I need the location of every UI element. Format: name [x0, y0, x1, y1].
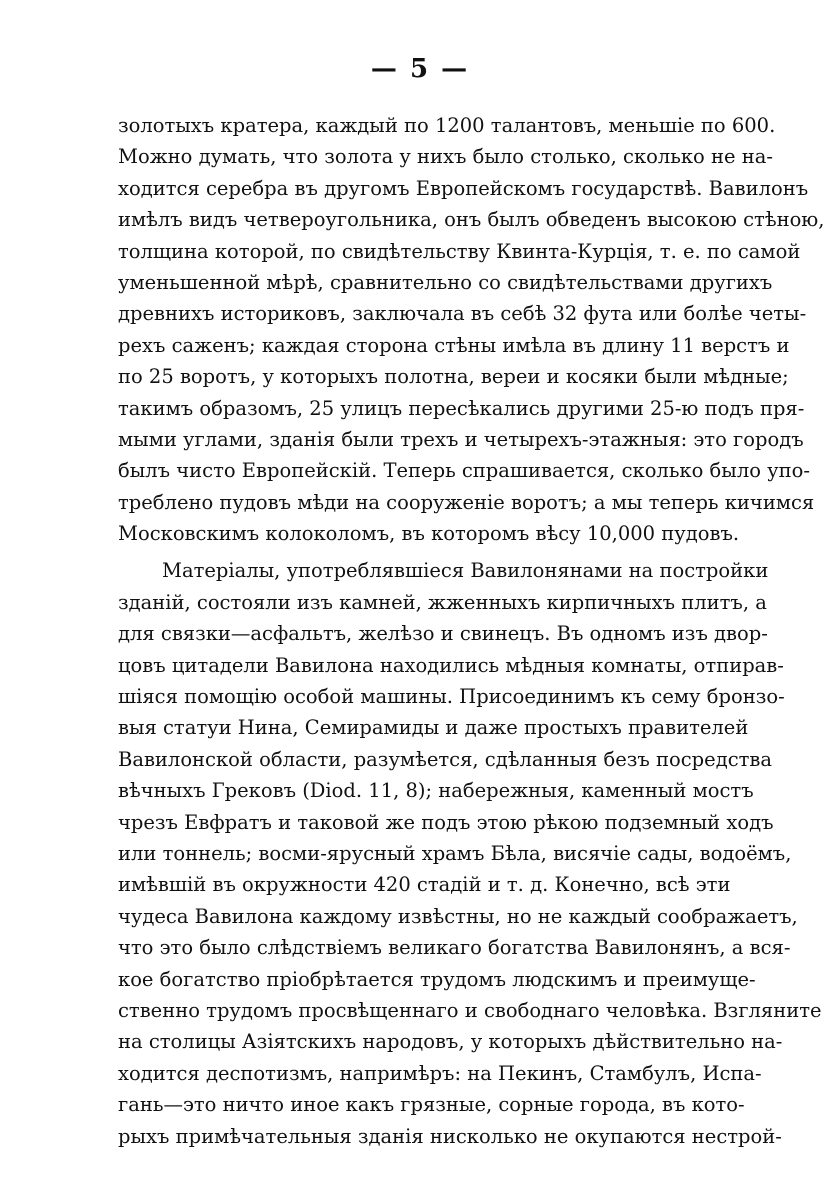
- page-number: — 5 —: [370, 54, 470, 84]
- text-line: гань—это ничто иное какъ грязные, сорные города, въ кото-: [118, 1093, 745, 1117]
- text-line: Вавилонской области, разумѣется, сдѣланныя безъ посредства: [118, 747, 773, 771]
- text-line: ственно трудомъ просвѣщеннаго и свободнаго человѣка. Взгляните: [118, 998, 822, 1022]
- text-line: былъ чисто Европейскій. Теперь спрашивается, сколько было упо-: [118, 459, 810, 483]
- text-line: цовъ цитадели Вавилона находились мѣдныя комнаты, отпирав-: [118, 653, 784, 677]
- text-line: вѣчныхъ Грековъ (Diod. 11, 8); набережныя, каменный мостъ: [118, 779, 754, 803]
- paragraph-1: [118, 110, 825, 549]
- text-line: шіяся помощію особой машины. Присоединимъ къ сему бронзо-: [118, 685, 785, 709]
- text-line: мыми углами, зданія были трехъ и четырехъ-этажныя: это городъ: [118, 427, 804, 451]
- body-text: [118, 110, 825, 1152]
- text-line: выя статуи Нина, Семирамиды и даже простыхъ правителей: [118, 716, 749, 740]
- text-line: по 25 воротъ, у которыхъ полотна, вереи и косяки были мѣдные;: [118, 365, 789, 389]
- text-line: такимъ образомъ, 25 улицъ пересѣкались другими 25-ю подъ пря-: [118, 396, 805, 420]
- text-line: толщина которой, по свидѣтельству Квинта-Курція, т. е. по самой: [118, 239, 801, 263]
- text-line: древнихъ историковъ, заключала въ себѣ 32 фута или болѣе четы-: [118, 302, 807, 326]
- text-line: Московскимъ колоколомъ, въ которомъ вѣсу 10,000 пудовъ.: [118, 522, 740, 546]
- text-line: Матеріалы, употреблявшіеся Вавилонянами на постройки: [162, 559, 769, 583]
- text-line: или тоннель; восми-ярусный храмъ Бѣла, висячіе сады, водоёмъ,: [118, 841, 792, 865]
- text-line: кое богатство пріобрѣтается трудомъ людскимъ и преимуще-: [118, 967, 756, 991]
- text-line: для связки—асфальтъ, желѣзо и свинецъ. Въ одномъ изъ двор-: [118, 622, 768, 646]
- text-line: на столицы Азіятскихъ народовъ, у которыхъ дѣйствительно на-: [118, 1030, 783, 1054]
- paragraph-2: [118, 555, 822, 1151]
- text-line: рехъ саженъ; каждая сторона стѣны имѣла въ длину 11 верстъ и: [118, 333, 790, 357]
- text-line: что это было слѣдствіемъ великаго богатства Вавилонянъ, а вся-: [118, 936, 791, 960]
- text-line: чрезъ Евфратъ и таковой же подъ этою рѣкою подземный ходъ: [118, 810, 774, 834]
- text-line: золотыхъ кратера, каждый по 1200 талантовъ, меньшіе по 600.: [118, 114, 776, 137]
- text-line: ходится серебра въ другомъ Европейскомъ государствѣ. Вавилонъ: [118, 176, 809, 200]
- text-line: ходится деспотизмъ, напримѣръ: на Пекинъ, Стамбулъ, Испа-: [118, 1061, 762, 1085]
- text-line: зданій, состояли изъ камней, жженныхъ кирпичныхъ плитъ, а: [118, 590, 767, 614]
- text-line: треблено пудовъ мѣди на сооруженіе воротъ; а мы теперь кичимся: [118, 490, 815, 514]
- text-line: имѣлъ видъ четвероугольника, онъ былъ обведенъ высокою стѣною,: [118, 208, 825, 232]
- text-line: рыхъ примѣчательныя зданія нисколько не окупаются нестрой-: [118, 1124, 782, 1148]
- text-line: чудеса Вавилона каждому извѣстны, но не каждый соображаетъ,: [118, 904, 798, 928]
- text-line: уменьшенной мѣрѣ, сравнительно со свидѣтельствами другихъ: [118, 270, 773, 294]
- text-line: Можно думать, что золота у нихъ было столько, сколько не на-: [118, 145, 773, 169]
- text-line: имѣвшій въ окружности 420 стадій и т. д. Конечно, всѣ эти: [118, 873, 731, 897]
